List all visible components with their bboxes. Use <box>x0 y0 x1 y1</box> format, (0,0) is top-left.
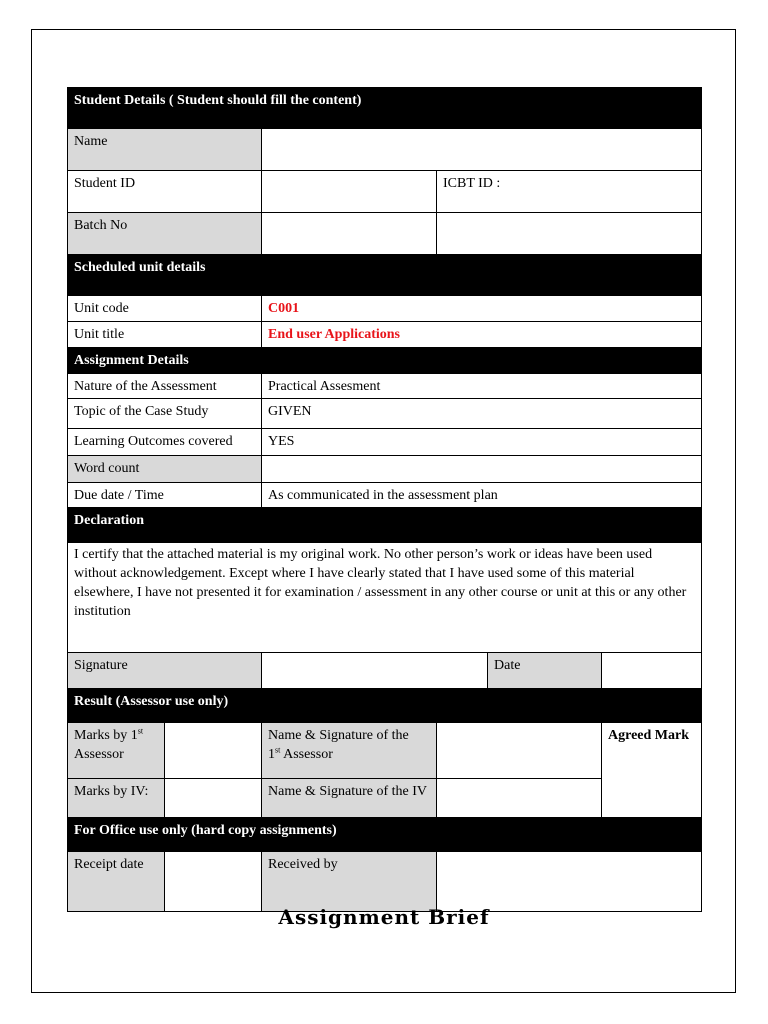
marks-iv-field[interactable] <box>165 779 262 818</box>
marks-first-assessor-field[interactable] <box>165 723 262 779</box>
page-title: Assignment Brief <box>278 905 490 929</box>
office-use-header: For Office use only (hard copy assignments) <box>68 818 702 852</box>
marks-iv-label: Marks by IV: <box>68 779 165 818</box>
outcomes-value: YES <box>262 429 702 456</box>
word-count-label: Word count <box>68 456 262 483</box>
name-signature-first-assessor-label: Name & Signature of the 1st Assessor <box>262 723 437 779</box>
unit-code-label: Unit code <box>68 296 262 322</box>
signature-label: Signature <box>68 653 262 689</box>
name-field[interactable] <box>262 129 702 171</box>
student-id-field[interactable] <box>262 171 437 213</box>
icbt-id-label: ICBT ID : <box>443 176 501 191</box>
batch-no-label: Batch No <box>68 213 262 255</box>
result-header: Result (Assessor use only) <box>68 689 702 723</box>
outcomes-label: Learning Outcomes covered <box>68 429 262 456</box>
topic-value: GIVEN <box>262 399 702 429</box>
topic-label: Topic of the Case Study <box>68 399 262 429</box>
receipt-date-field[interactable] <box>165 852 262 912</box>
due-date-value: As communicated in the assessment plan <box>262 483 702 508</box>
agreed-mark-label: Agreed Mark <box>602 723 702 818</box>
signature-field[interactable] <box>262 653 488 689</box>
declaration-header: Declaration <box>68 508 702 543</box>
student-id-label: Student ID <box>68 171 262 213</box>
name-signature-first-assessor-field[interactable] <box>437 723 602 779</box>
received-by-field[interactable] <box>437 852 702 912</box>
assignment-cover-form <box>67 87 702 912</box>
marks-first-assessor-label: Marks by 1st Assessor <box>68 723 165 779</box>
assignment-details-header: Assignment Details <box>68 348 702 374</box>
date-label: Date <box>488 653 602 689</box>
name-signature-iv-label: Name & Signature of the IV <box>262 779 437 818</box>
unit-title-value: End user Applications <box>262 322 702 348</box>
nature-label: Nature of the Assessment <box>68 374 262 399</box>
batch-no-extra-field[interactable] <box>437 213 702 255</box>
name-label: Name <box>68 129 262 171</box>
nature-value: Practical Assesment <box>262 374 702 399</box>
received-by-label: Received by <box>262 852 437 912</box>
word-count-field[interactable] <box>262 456 702 483</box>
name-signature-iv-field[interactable] <box>437 779 602 818</box>
date-field[interactable] <box>602 653 702 689</box>
unit-details-header: Scheduled unit details <box>68 255 702 296</box>
batch-no-field[interactable] <box>262 213 437 255</box>
unit-title-label: Unit title <box>68 322 262 348</box>
due-date-label: Due date / Time <box>68 483 262 508</box>
declaration-text: I certify that the attached material is my original work. No other person’s work or ideas have been used without acknowledgement. Except where I have clearly stated that I have used some of this material elsewhere, I have not presented it for examination / assessment in any other course or unit at this or any other institution <box>68 543 702 653</box>
icbt-id-field[interactable] <box>437 171 702 213</box>
receipt-date-label: Receipt date <box>68 852 165 912</box>
unit-code-value: C001 <box>262 296 702 322</box>
student-details-header: Student Details ( Student should fill the content) <box>68 88 702 129</box>
